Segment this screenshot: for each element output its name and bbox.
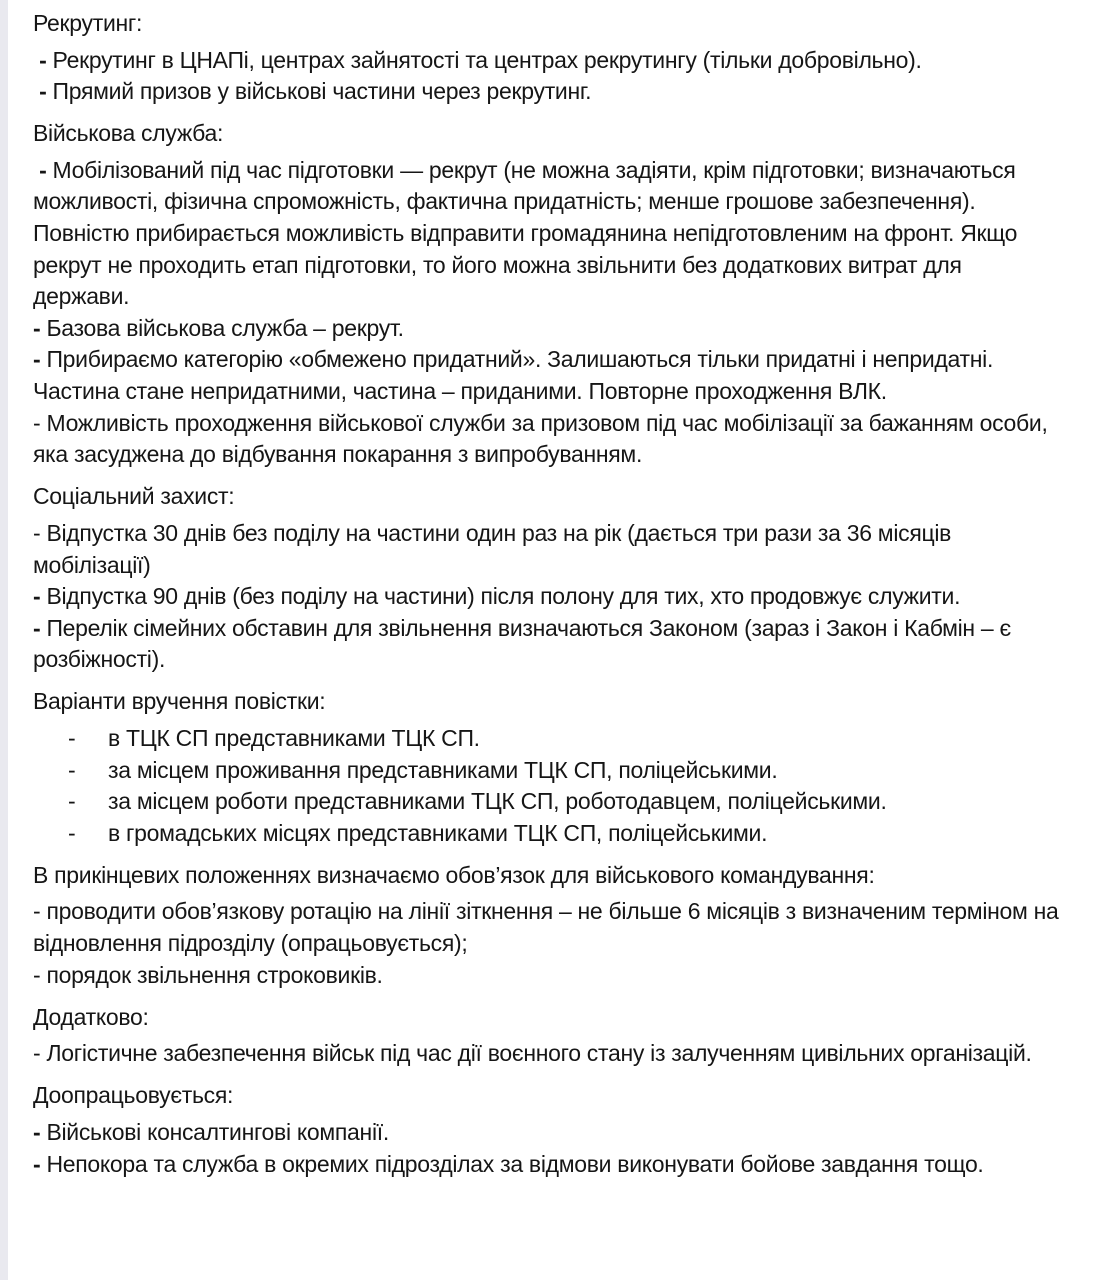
paragraph: [33, 613, 1063, 676]
dash-marker: -: [33, 898, 47, 925]
paragraph-text: Логістичне забезпечення військ під час дії воєнного стану із залученням цивільних організацій.: [46, 1040, 1032, 1067]
section: [33, 481, 1063, 676]
paragraph: [33, 1117, 1063, 1149]
dash-marker: -: [33, 961, 47, 988]
section-heading: Додатково:: [33, 1003, 149, 1030]
dash-marker: -: [33, 1119, 47, 1145]
paragraph: [33, 581, 1063, 613]
dash-marker: -: [33, 519, 47, 546]
section: [33, 1080, 1063, 1180]
left-edge-strip: [0, 0, 8, 1280]
paragraph-text: Прибираємо категорію «обмежено придатний». Залишаються тільки придатні і непридатні. Частина стане непридатними, частина – приданими. Повторне проходження ВЛК.: [33, 346, 1000, 405]
dash-marker: -: [33, 346, 47, 373]
paragraph: [33, 960, 1063, 992]
paragraph-text: Прямий призов у військові частини через рекрутинг.: [52, 78, 592, 105]
dash-marker: -: [33, 614, 47, 641]
dash-marker: -: [68, 756, 76, 783]
dash-marker: -: [33, 46, 53, 73]
paragraph: [33, 313, 1063, 345]
paragraph-text: в громадських місцях представниками ТЦК СП, поліцейськими.: [108, 819, 768, 846]
list-item: [33, 723, 1063, 755]
section: [33, 8, 1063, 108]
paragraph-text: за місцем роботи представниками ТЦК СП, роботодавцем, поліцейськими.: [108, 788, 887, 815]
dash-marker: -: [33, 583, 47, 610]
section: [33, 118, 1063, 471]
paragraph: [33, 518, 1063, 581]
dash-marker: -: [68, 819, 76, 846]
list-item: [33, 755, 1063, 787]
section: [33, 686, 1063, 849]
paragraph-text: за місцем проживання представниками ТЦК СП, поліцейськими.: [108, 756, 778, 783]
section-heading: Соціальний захист:: [33, 483, 235, 510]
section-heading: Військова служба:: [33, 120, 224, 147]
paragraph-text: Рекрутинг в ЦНАПі, центрах зайнятості та центрах рекрутингу (тільки добровільно).: [52, 46, 922, 73]
dash-marker: -: [33, 1150, 47, 1177]
paragraph-text: Відпустка 90 днів (без поділу на частини) після полону для тих, хто продовжує служити.: [46, 583, 961, 610]
paragraph-text: порядок звільнення строковиків.: [46, 961, 383, 988]
dash-marker: -: [68, 788, 76, 815]
paragraph: [33, 1149, 1063, 1181]
paragraph: [33, 408, 1063, 471]
section: [33, 1002, 1063, 1070]
paragraph-text: Мобілізований під час підготовки — рекрут (не можна задіяти, крім підготовки; визначаються можливості, фізична спроможність, фактична придатність; менше грошове забезпечення). Повністю прибирається можливість відправити громадянина непідготовленим на фронт. Якщо рекрут не проходить етап підготовки, то його можна звільнити без додаткових витрат для держави.: [33, 156, 1024, 310]
list-item: [33, 818, 1063, 850]
dash-marker: -: [33, 314, 47, 341]
paragraph-text: Базова військова служба – рекрут.: [46, 314, 404, 341]
dash-marker: -: [33, 78, 53, 105]
section-heading: В прикінцевих положеннях визначаємо обов’язок для військового командування:: [33, 861, 875, 888]
section-heading: Доопрацьовується:: [33, 1082, 234, 1109]
paragraph: [33, 344, 1063, 407]
dash-marker: -: [33, 409, 47, 436]
section-heading: Рекрутинг:: [33, 10, 143, 36]
dash-marker: -: [33, 1040, 47, 1067]
paragraph-text: Відпустка 30 днів без поділу на частини один раз на рік (дається три рази за 36 місяців мобілізації): [33, 519, 958, 578]
paragraph-text: Військові консалтингові компанії.: [46, 1119, 389, 1145]
list-item: [33, 786, 1063, 818]
section: [33, 860, 1063, 991]
paragraph: [33, 155, 1063, 313]
dash-marker: -: [68, 724, 76, 751]
paragraph-text: Непокора та служба в окремих підрозділах за відмови виконувати бойове завдання тощо.: [46, 1150, 984, 1177]
paragraph: [33, 76, 1063, 108]
dash-marker: -: [33, 156, 53, 183]
paragraph-text: Можливість проходження військової служби за призовом під час мобілізації за бажанням особи, яка засуджена до відбування покарання з випробуванням.: [33, 409, 1054, 468]
paragraph: [33, 45, 1063, 77]
paragraph-text: в ТЦК СП представниками ТЦК СП.: [108, 724, 480, 751]
paragraph-text: проводити обов’язкову ротацію на лінії зіткнення – не більше 6 місяців з визначеним терміном на відновлення підрозділу (опрацьовується);: [33, 898, 1065, 957]
paragraph-text: Перелік сімейних обставин для звільнення визначаються Законом (зараз і Закон і Кабмін – є розбіжності).: [33, 614, 1018, 673]
paragraph: [33, 896, 1063, 959]
paragraph: [33, 1038, 1063, 1070]
section-heading: Варіанти вручення повістки:: [33, 688, 326, 715]
